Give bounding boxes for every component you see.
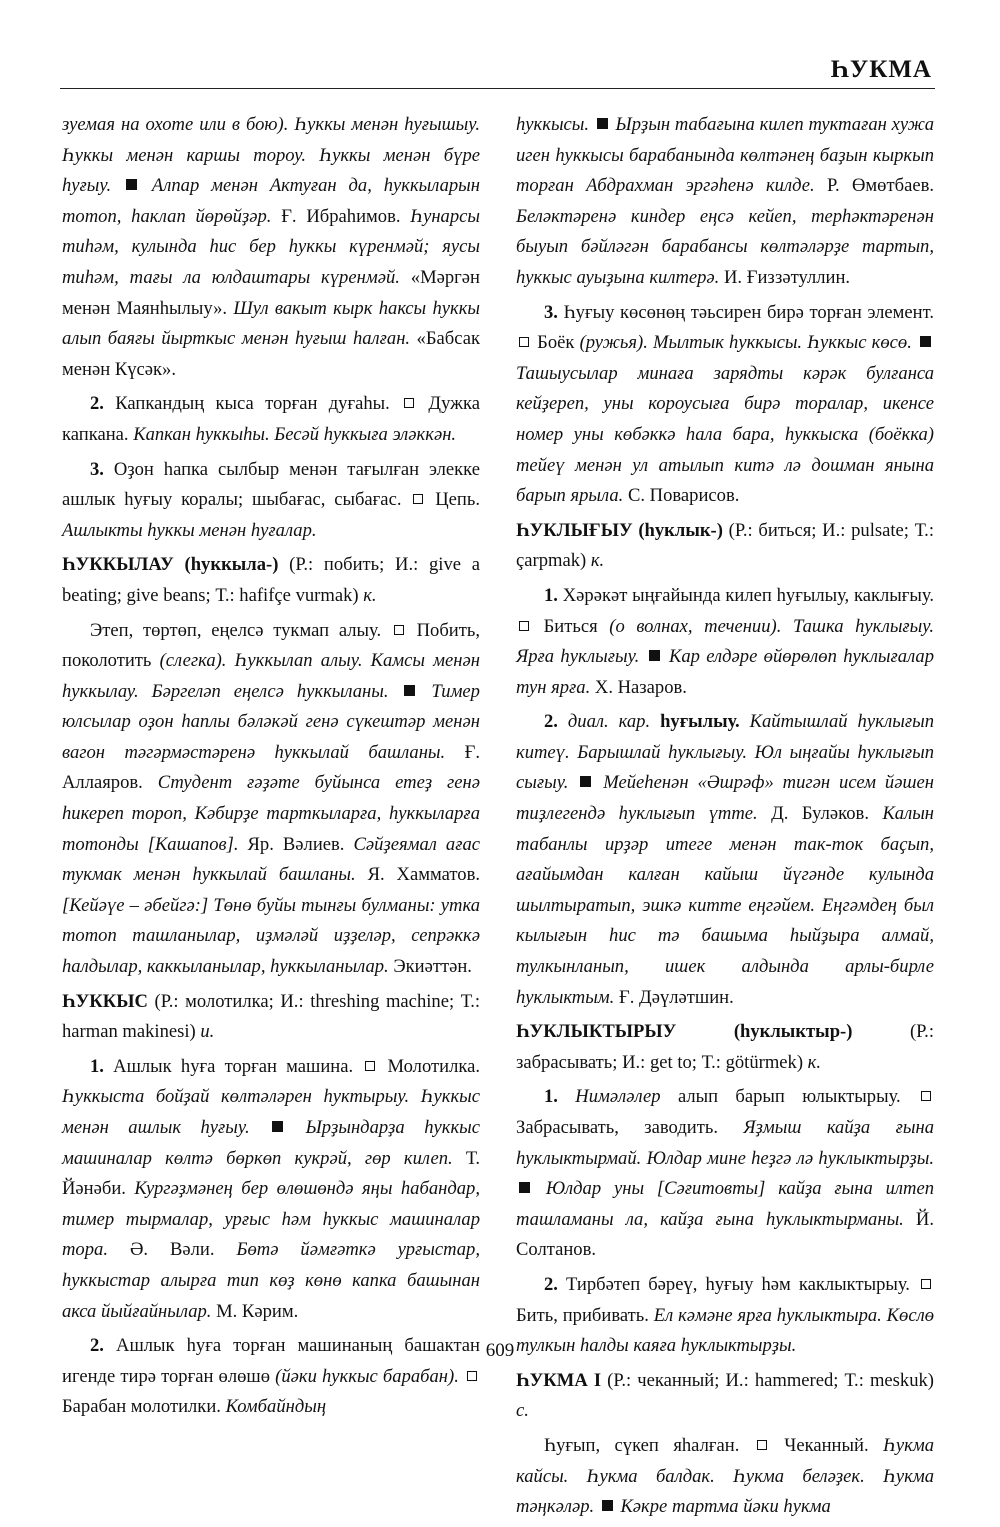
text-segment: Ашлык һуға торған машинаның башактан игенде тирә торған өлөшө [62, 1335, 480, 1387]
text-segment: Т. Йәнәби. [62, 1147, 480, 1200]
italic-example-text: (йәки һуккыс барабан). [275, 1365, 464, 1387]
bold-text: ҺУКМА I [516, 1369, 608, 1391]
italic-example-text: к. [363, 584, 377, 606]
text-segment: Бить, прибивать. [516, 1304, 654, 1326]
italic-example-text: Калын табанлы ирҙәр итеге менән так-ток баҫып, ағайымдан калған кайыш йүгәнде кулында шылтыратып, эшкә китте еңгәйем. Еңгәмдең был кылығын һис тә башыма һыйҙыра алмай, тулкынланып, ишек алдында арлы-бирле һуклыктым. [516, 803, 935, 1008]
italic-example-text: Алпар менән Актуған да, һуккыларын тотоп, һаклап йөрөйҙәр. [62, 175, 481, 227]
italic-example-text: Ырҙын табағына килеп туктаған хужа иген һуккысы барабанында көлтәнең баҙын кыркып торған Абдрахман эргәһенә килде. [516, 114, 934, 197]
italic-example-text: Кайтышлай һуклығып китеү. Барышлай һуклығыу. Юл ыңғайы һуклығып сығыу. [516, 711, 935, 794]
header-rule [60, 88, 935, 89]
text-segment: Побить, поколотить [62, 619, 481, 672]
italic-example-text: Ел кәмәне ярға һуклыктыра. Көслө тулкын һалды каяға һуклыктырҙы. [516, 1304, 934, 1357]
entry-headword-paragraph [516, 1017, 934, 1078]
definition-paragraph [62, 1052, 480, 1327]
text-segment: Молотилка. [378, 1055, 481, 1077]
italic-example-text: к. [590, 550, 605, 572]
empty-square-marker-icon [519, 337, 529, 347]
text-segment: Оҙон һапка сылбыр менән тағылған элекке ашлык һуғыу коралы; шыбағас, сыбағас. [62, 458, 480, 511]
text-segment: Ашлык һуға торған машина. [113, 1055, 363, 1077]
right-column [516, 110, 934, 1527]
filled-square-marker-icon [404, 685, 415, 696]
definition-paragraph [62, 455, 480, 547]
empty-square-marker-icon [467, 1371, 477, 1381]
text-segment: (Р.: молотилка; И.: threshing machine; Т.: harman makinesi) [62, 990, 481, 1043]
definition-paragraph [516, 581, 934, 703]
text-segment: Хәрәкәт ыңғайында килеп һуғылыу, каклығыу. [562, 584, 934, 606]
filled-square-marker-icon [580, 776, 591, 787]
text-segment: Ғ. Ибраһимов. [281, 205, 411, 227]
italic-example-text: (ружья). Мылтык һуккысы. Һуккыс көсө. [579, 332, 918, 354]
text-segment: Этеп, төртөп, еңелсә тукмап алыу. [90, 619, 391, 641]
bold-text: һуғылыу. [660, 711, 750, 733]
text-segment: (Р.: биться; И.: pulsate; Т.: çarpmak) [516, 519, 934, 572]
text-segment: Биться [532, 615, 610, 637]
text-segment: (Р.: забрасывать; И.: get to; Т.: götürmek) [516, 1021, 934, 1073]
bold-text: 2. [544, 1273, 566, 1295]
italic-example-text: Һунарсы тиһәм, кулында һис бер һуккы күренмәй; яусы тиһәм, тағы ла юлдаштары күренмәй. [62, 205, 480, 288]
italic-example-text: Һукма кайсы. Һукма балдак. Һукма беләҙек. Һукма тәңкәләр. [516, 1434, 934, 1518]
italic-example-text: Студент ғәҙәте буйынса етеҙ генә һикереп тороп, Кәбирҙе тарткыларға, һуккыларға тотонды [Кашапов]. [62, 772, 480, 855]
filled-square-marker-icon [649, 650, 660, 661]
bold-text: 1. [544, 1086, 576, 1108]
bold-text: ҺУККЫС [62, 990, 155, 1012]
italic-example-text: (о волнах, течении). Ташка һуклығыу. Ярға һуклығыу. [516, 615, 934, 668]
text-segment: Х. Назаров. [594, 676, 687, 698]
italic-example-text: [Кейәүе – әбейгә:] Төнө буйы тынғы булманы: утка тотоп ташланылар, иҙмәләй иҙҙеләр, сепрәккә һалдылар, каккыланылар, һуккыланылар. [62, 894, 480, 978]
italic-example-text: Комбайндың [225, 1396, 327, 1418]
italic-example-text: Һуккыста бойҙай көлтәләрен һуктырыу. Һуккыс менән ашлык һуғыу. [62, 1086, 480, 1138]
text-segment: Й. Солтанов. [516, 1208, 934, 1261]
bold-text: 3. [90, 458, 114, 480]
italic-example-text: Бөтә йәмғәткә урғыстар, һуккыстар алырға тип көҙ көнө капка башынан акса йыйғайнылар. [62, 1239, 480, 1322]
bold-text: ҺУККЫЛАУ (һуккыла-) [62, 554, 290, 576]
empty-square-marker-icon [404, 398, 414, 408]
italic-example-text: Капкан һуккыһы. Бесәй һуккыға эләккән. [133, 423, 457, 445]
italic-example-text: Беләктәренә киндер еңсә кейеп, терһәктәренән быуып бәйләгән барабансы көлтәләрҙе тартып, һуккыс ауыҙына килтерә. [516, 205, 934, 288]
definition-paragraph [516, 707, 934, 1013]
text-segment: Д. Буләков. [771, 803, 883, 825]
italic-example-text: зуемая на охоте или в бою). Һуккы менән һуғышыу. Һуккы менән каршы тороу. Һуккы менән бүре һуғыу. [62, 114, 480, 197]
text-segment: (Р.: чеканный; И.: hammered; Т.: meskuk) [607, 1369, 934, 1391]
italic-example-text: Тимер юлсылар оҙон һаплы бәләкәй генә сүкештәр менән вагон тәгәрмәстәренә һуккылай башланы. [62, 680, 480, 763]
empty-square-marker-icon [519, 621, 529, 631]
italic-example-text: и. [200, 1021, 215, 1043]
entry-headword-paragraph [62, 550, 480, 611]
entry-headword-paragraph [62, 987, 480, 1048]
italic-example-text: Ашлыкты һуккы менән һуғалар. [62, 519, 317, 541]
text-segment: Дужка капкана. [62, 393, 480, 445]
bold-text: 2. [90, 1335, 117, 1357]
text-segment: Һуғыу көсөнөң тәьсирен бирә торған элемент. [563, 301, 935, 323]
definition-paragraph [516, 110, 934, 294]
text-segment: С. Поварисов. [627, 485, 740, 507]
empty-square-marker-icon [921, 1279, 931, 1289]
filled-square-marker-icon [272, 1121, 283, 1132]
text-segment: Ә. Вәли. [129, 1239, 237, 1261]
italic-example-text: Сәйҙеямал ағас тукмак менән һуккылай башланы. [62, 833, 481, 886]
italic-example-text: Юлдар уны [Сәғитовты] кайҙа ғына илтеп ташламаны ла, кайҙа ғына һуклыктырманы. [516, 1178, 934, 1230]
text-segment: Ғ. Дәүләтшин. [618, 986, 734, 1008]
italic-example-text: к. [807, 1051, 822, 1073]
text-segment: «Бабсак менән Күсәк». [62, 328, 480, 380]
entry-headword-paragraph [516, 516, 934, 577]
filled-square-marker-icon [126, 179, 137, 190]
italic-example-text: с. [516, 1400, 529, 1422]
page-number: 609 [485, 1340, 515, 1361]
definition-paragraph [62, 616, 480, 983]
italic-example-text: һуккысы. [516, 114, 594, 135]
text-segment: алып барып юлыктырыу. [677, 1086, 918, 1108]
definition-paragraph [516, 298, 934, 512]
text-segment: Боёк [532, 332, 580, 354]
filled-square-marker-icon [602, 1500, 613, 1511]
bold-text: 3. [544, 301, 564, 323]
empty-square-marker-icon [394, 625, 404, 635]
filled-square-marker-icon [597, 118, 608, 129]
italic-example-text: Кәкре тартма йәки һукма [615, 1496, 831, 1518]
entry-headword-paragraph [516, 1366, 934, 1427]
bold-text: ҺУКЛЫКТЫРЫУ (һуклыктыр-) [516, 1021, 910, 1043]
text-segment: «Мәргән менән Маянһылыу». [62, 266, 480, 319]
text-segment: Р. Өмөтбаев. [826, 175, 935, 197]
empty-square-marker-icon [921, 1091, 931, 1101]
italic-example-text: Яҙмыш кайҙа ғына һуклыктырмай. Юлдар мине һеҙгә лә һуклыктырҙы. [516, 1117, 934, 1169]
empty-square-marker-icon [413, 494, 423, 504]
text-segment: Ғ. Аллаяров. [62, 741, 480, 794]
text-segment: (Р.: побить; И.: give a beating; give beans; Т.: hafifçe vurmak) [62, 554, 480, 606]
text-segment: Капкандың кыса торған дуғаһы. [115, 393, 402, 415]
empty-square-marker-icon [365, 1061, 375, 1071]
bold-text: 1. [544, 584, 563, 606]
italic-example-text: диал. кар. [567, 711, 661, 733]
italic-example-text: (слегка). Һуккылап алыу. Камсы менән һуккылау. Бәргеләп еңелсә һуккыланы. [62, 650, 480, 702]
text-segment: Яр. Вәлиев. [247, 833, 354, 855]
italic-example-text: Ырҙындарҙа һуккыс машиналар көлтә бөркөп кукрәй, гөр килеп. [62, 1117, 480, 1169]
filled-square-marker-icon [920, 336, 931, 347]
text-segment: И. Ғиззәтуллин. [723, 266, 851, 288]
text-segment: Тирбәтеп бәреү, һуғыу һәм каклыктырыу. [565, 1273, 918, 1295]
italic-example-text: Мейеһенән «Әшрәф» тигән исем йәшен тиҙлегендә һуклығып үтте. [516, 772, 934, 825]
filled-square-marker-icon [519, 1182, 530, 1193]
text-segment: Барабан молотилки. [62, 1396, 226, 1418]
italic-example-text: Кургәҙмәнең бер өлөшөндә яңы һабандар, тимер тырмалар, урғыс һәм һуккыс машиналар тора. [62, 1178, 480, 1261]
bold-text: 1. [90, 1055, 114, 1077]
text-segment: М. Кәрим. [216, 1300, 299, 1322]
definition-paragraph [62, 389, 480, 450]
text-segment: Цепь. [426, 489, 480, 511]
definition-paragraph [516, 1082, 934, 1266]
text-segment: Забрасывать, заводить. [516, 1117, 744, 1138]
bold-text: 2. [544, 711, 568, 733]
bold-text: 2. [90, 393, 116, 415]
text-segment: Чеканный. [769, 1434, 884, 1456]
definition-paragraph [62, 110, 480, 385]
italic-example-text: Ташыусылар минаға зарядты кәрәк булғанса кейҙереп, уны короусыға бирә торалар, икенсе номер уны көбәккә һала бара, һуккыска (боёкка) тейеү менән ул атылып китә лә дошман янына барып ярыла. [516, 362, 934, 507]
text-segment: Экиәттән. [393, 956, 472, 978]
italic-example-text: Шул вакыт кырк һаксы һуккы алып баяғы йырткыс менән һуғыш һалған. [62, 297, 480, 350]
running-head: ҺУКМА [830, 56, 932, 83]
left-column [62, 110, 480, 1427]
italic-example-text: Кар елдәре өйөрөлөп һуклығалар тун ярға. [516, 646, 934, 698]
italic-example-text: Нимәләлер [575, 1086, 678, 1108]
text-segment: Һуғып, сүкеп яһалған. [544, 1434, 754, 1456]
text-segment: Я. Хамматов. [367, 864, 481, 886]
bold-text: ҺУКЛЫҒЫУ (һуклык-) [516, 519, 729, 541]
